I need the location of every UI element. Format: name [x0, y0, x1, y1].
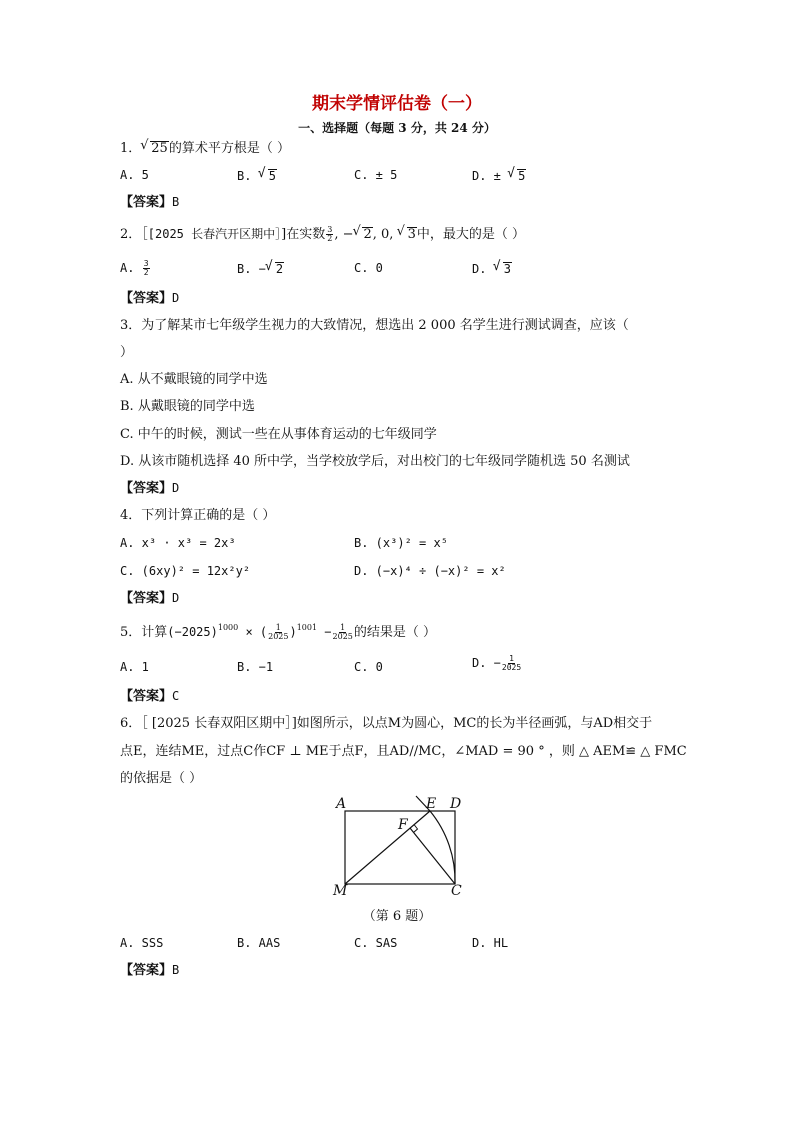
label-d: D [450, 796, 462, 812]
q1-option-d: D. ± √ 5 [472, 169, 526, 183]
question-3-line-2: ） [120, 345, 134, 360]
q1-option-c: C. ± 5 [354, 168, 398, 182]
q1-option-b: B. √ 5 [237, 169, 277, 183]
label-a: A [336, 796, 347, 812]
question-6-line-1: 6．［ [2025 长春双阳区期中］]如图所示，以点M为圆心，MC的长为半径画弧，与AD相交于 [120, 716, 653, 731]
fraction: $\frac{3}{2}$ [143, 259, 149, 277]
sqrt-symbol: √ 3 [494, 262, 512, 276]
q5-option-c: C. 0 [354, 660, 383, 674]
sqrt-symbol: √ 25 [141, 141, 169, 156]
label-f: F [398, 817, 408, 833]
fraction: $\frac{3}{2}$ [327, 225, 333, 243]
q6-option-b: B. AAS [237, 936, 281, 950]
label-c: C [451, 883, 462, 897]
q4-option-a: A. x³ · x³ = 2x³ [120, 536, 236, 550]
q6-option-d: D. HL [472, 936, 509, 950]
label-m: M [333, 883, 348, 897]
segment-cf [410, 828, 455, 884]
sqrt-symbol: √ 5 [508, 169, 526, 183]
q4-option-d: D. (−x)⁴ ÷ (−x)² = x² [354, 564, 506, 578]
q4-option-b: B. (x³)² = x⁵ [354, 536, 448, 550]
question-2: 2．［[2025 长春汽开区期中］]在实数 $\frac{3}{2}$ , −√ 2, 0, √ 3中，最大的是（ ） [120, 226, 525, 243]
q2-answer: 【答案】D [120, 291, 180, 306]
q2-option-a: A. $\frac{3}{2}$ [120, 259, 149, 277]
q3-option-a: A. 从不戴眼镜的同学中选 [120, 372, 268, 387]
section-heading: 一、选择题（每题 3 分，共 24 分） [298, 121, 496, 135]
q5-answer: 【答案】C [120, 689, 180, 704]
exam-title: 期末学情评估卷（一） [312, 94, 482, 114]
q5-option-a: A. 1 [120, 660, 149, 674]
q6-answer: 【答案】B [120, 963, 180, 978]
q1-answer: 【答案】B [120, 195, 180, 210]
q5-option-b: B. −1 [237, 660, 274, 674]
fraction: $\frac{1}{2025}$ [501, 654, 522, 672]
figure-caption: （第 6 题） [362, 909, 432, 924]
sqrt-symbol: √ 2 [353, 227, 372, 242]
sqrt-symbol: √ 2 [266, 262, 284, 276]
segment-me [345, 811, 430, 884]
question-5: 5．计算$(-2025)^{1000}$ × ( $\frac{1}{2025}$ )$^{1001}$ − $\frac{1}{2025}$ 的结果是（ ） [120, 623, 437, 641]
q3-option-c: C. 中午的时候，测试一些在从事体育运动的七年级同学 [120, 427, 437, 442]
q3-option-d: D. 从该市随机选择 40 所中学，当学校放学后，对出校门的七年级同学随机选 50 名测试 [120, 454, 630, 469]
fraction: $\frac{1}{2025}$ [268, 623, 289, 641]
q3-answer: 【答案】D [120, 481, 180, 496]
sqrt-symbol: √ 3 [398, 227, 417, 242]
question-1: 1．√ 25的算术平方根是（ ） [120, 141, 290, 156]
q2-option-c: C. 0 [354, 261, 383, 275]
q5-option-d: D. − $\frac{1}{2025}$ [472, 654, 522, 672]
q2-option-d: D. √ 3 [472, 262, 512, 276]
q4-answer: 【答案】D [120, 591, 180, 606]
q3-option-b: B. 从戴眼镜的同学中选 [120, 399, 255, 414]
geometry-figure [330, 793, 470, 897]
question-3-line-1: 3．为了解某市七年级学生视力的大致情况，想选出 2 000 名学生进行测试调查，应该（ [120, 318, 629, 333]
right-angle-mark [414, 825, 418, 833]
q1-option-a: A. 5 [120, 168, 149, 182]
q2-option-b: B. −√ 2 [237, 262, 284, 276]
question-4: 4．下列计算正确的是（ ） [120, 508, 276, 523]
fraction: $\frac{1}{2025}$ [332, 623, 353, 641]
label-e: E [426, 796, 437, 812]
q6-option-a: A. SSS [120, 936, 164, 950]
sqrt-symbol: √ 5 [259, 169, 277, 183]
question-6-line-3: 的依据是（ ） [120, 771, 203, 786]
question-6-line-2: 点E，连结ME，过点C作CF ⊥ ME于点F，且AD//MC，∠MAD = 90 ° ，则 △ AEM≌ △ FMC [120, 744, 687, 759]
q4-option-c: C. (6xy)² = 12x²y² [120, 564, 251, 578]
q6-option-c: C. SAS [354, 936, 398, 950]
